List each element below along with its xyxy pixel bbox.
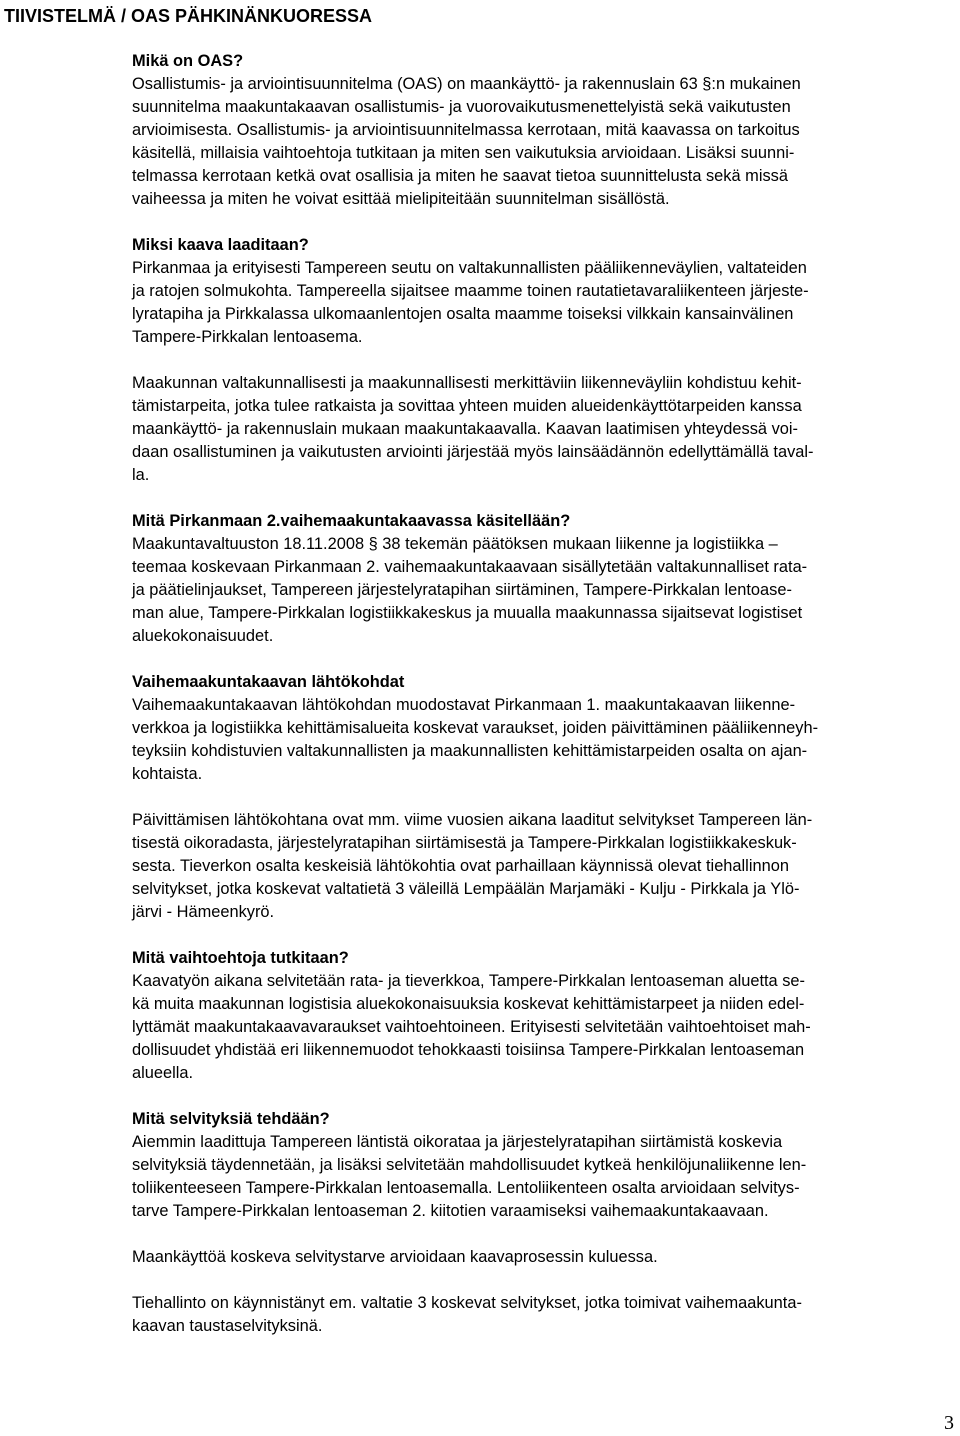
text-line: Tiehallinto on käynnistänyt em. valtatie 3 koskevat selvitykset, jotka toimivat vaihemaakunta- [132,1294,802,1312]
text-line: suunnitelma maakuntakaavan osallistumis- ja vuorovaikutusmenettelyistä sekä vaikutusten [132,98,791,116]
section-vaihtoehdot [132,947,960,1085]
text-line: Tampere-Pirkkalan lentoasema. [132,328,363,346]
text-line: Maakuntavaltuuston 18.11.2008 § 38 tekemän päätöksen mukaan liikenne ja logistiikka – [132,535,778,553]
paragraph [132,1246,960,1269]
text-line: käsitellä, millaisia vaihtoehtoja tutkitaan ja miten sen vaikutuksia arvioidaan. Lisäksi suunni- [132,144,795,162]
text-line: sesta. Tieverkon osalta keskeisiä lähtökohtia ovat parhaillaan käynnissä olevat tiehallinnon [132,857,789,875]
text-line: selvityksiä täydennetään, ja lisäksi selvitetään mahdollisuudet kytkeä henkilöjunaliikenne len- [132,1156,807,1174]
text-line: Päivittämisen lähtökohtana ovat mm. viime vuosien aikana laaditut selvitykset Tampereen län- [132,811,813,829]
text-line: järvi - Hämeenkyrö. [132,903,275,921]
text-line: man alue, Tampere-Pirkkalan logistiikkakeskus ja muualla maakunnassa sijaitsevat logistiset [132,604,803,622]
section-heading: Mitä Pirkanmaan 2.vaihemaakuntakaavassa käsitellään? [132,512,571,530]
text-line: la. [132,466,150,484]
text-line: telmassa kerrotaan ketkä ovat osallisia ja miten he saavat tietoa suunnittelusta sekä missä [132,167,788,185]
text-line: lyratapiha ja Pirkkalassa ulkomaanlentojen osalta maamme toiseksi vilkkain kansainvälinen [132,305,794,323]
paragraph [132,257,960,349]
paragraph [132,73,960,211]
text-line: tisestä oikoradasta, järjestelyratapihan siirtämisestä ja Tampere-Pirkkalan logistiikkakeskuk- [132,834,797,852]
section-heading: Vaihemaakuntakaavan lähtökohdat [132,673,405,691]
text-line: Maakunnan valtakunnallisesti ja maakunnallisesti merkittäviin liikenneväyliin kohdistuu kehit- [132,374,802,392]
text-line: alueella. [132,1064,194,1082]
section-heading: Mikä on OAS? [132,52,244,70]
document-title: TIIVISTELMÄ / OAS PÄHKINÄNKUORESSA [4,6,373,26]
paragraph [132,1131,960,1223]
section-mita-kasitellaan [132,510,960,648]
paragraph [132,970,960,1085]
text-line: daan osallistuminen ja vaikutusten arviointi järjestää myös lainsäädännön edellyttämällä taval- [132,443,814,461]
text-line: tarve Tampere-Pirkkalan lentoaseman 2. kiitotien varaamiseksi vaihemaakuntakaavaan. [132,1202,769,1220]
section-heading: Mitä selvityksiä tehdään? [132,1110,330,1128]
page-number: 3 [944,1412,954,1434]
text-line: verkkoa ja logistiikka kehittämisalueita koskevat varaukset, joiden päivittäminen pääliikenneyh- [132,719,819,737]
text-line: Kaavatyön aikana selvitetään rata- ja tieverkkoa, Tampere-Pirkkalan lentoaseman aluetta se- [132,972,805,990]
text-line: arvioimisesta. Osallistumis- ja arviointisuunnitelmassa kerrotaan, mitä kaavassa on tarkoitus [132,121,800,139]
document-body [132,50,960,1338]
section-miksi-kaava-laaditaan [132,234,960,487]
text-line: teemaa koskevaan Pirkanmaan 2. vaihemaakuntakaavaan sisällytetään valtakunnalliset rata- [132,558,808,576]
text-line: Vaihemaakuntakaavan lähtökohdan muodostavat Pirkanmaan 1. maakuntakaavan liikenne- [132,696,796,714]
paragraph [132,533,960,648]
text-line: ja päätielinjaukset, Tampereen järjestelyratapihan siirtäminen, Tampere-Pirkkalan lentoase- [132,581,792,599]
paragraph [132,694,960,786]
paragraph [132,809,960,924]
paragraph [132,1292,960,1338]
section-heading: Miksi kaava laaditaan? [132,236,309,254]
text-line: toliikenteeseen Tampere-Pirkkalan lentoasemalla. Lentoliikenteen osalta arvioidaan selvitys- [132,1179,800,1197]
text-line: kaavan taustaselvityksinä. [132,1317,323,1335]
paragraph [132,372,960,487]
text-line: selvitykset, jotka koskevat valtatietä 3 väleillä Lempäälän Marjamäki - Kulju - Pirkkala ja Ylö- [132,880,800,898]
section-selvitykset [132,1108,960,1223]
text-line: dollisuudet yhdistää eri liikennemuodot tehokkaasti toisiinsa Tampere-Pirkkalan lentoaseman [132,1041,805,1059]
text-line: teyksiin kohdistuvien valtakunnallisten ja maakunnallisten kehittämistarpeiden osalta on ajan- [132,742,808,760]
text-line: Maankäyttöä koskeva selvitystarve arvioidaan kaavaprosessin kuluessa. [132,1248,658,1266]
text-line: tämistarpeita, jotka tulee ratkaista ja sovittaa yhteen muiden alueidenkäyttötarpeiden kanssa [132,397,802,415]
text-line: kohtaista. [132,765,203,783]
text-line: ja ratojen solmukohta. Tampereella sijaitsee maamme toinen rautatietavaraliikenteen järjeste- [132,282,809,300]
text-line: aluekokonaisuudet. [132,627,274,645]
text-line: vaiheessa ja miten he voivat esittää mielipiteitään suunnitelman sisällöstä. [132,190,670,208]
text-line: Osallistumis- ja arviointisuunnitelma (OAS) on maankäyttö- ja rakennuslain 63 §:n mukainen [132,75,801,93]
text-line: maankäyttö- ja rakennuslain mukaan maakuntakaavalla. Kaavan laatimisen yhteydessä voi- [132,420,799,438]
text-line: Pirkanmaa ja erityisesti Tampereen seutu on valtakunnallisten pääliikenneväylien, valtateiden [132,259,807,277]
text-line: kä muita maakunnan logistisia aluekokonaisuuksia koskevat kehittämistarpeet ja niiden edel- [132,995,805,1013]
section-heading: Mitä vaihtoehtoja tutkitaan? [132,949,349,967]
section-mika-on-oas [132,50,960,211]
text-line: Aiemmin laadittuja Tampereen läntistä oikorataa ja järjestelyratapihan siirtämistä koskevia [132,1133,783,1151]
text-line: lyttämät maakuntakaavavaraukset vaihtoehtoineen. Erityisesti selvitetään vaihtoehtoiset mah- [132,1018,811,1036]
section-lahtokohdat [132,671,960,924]
